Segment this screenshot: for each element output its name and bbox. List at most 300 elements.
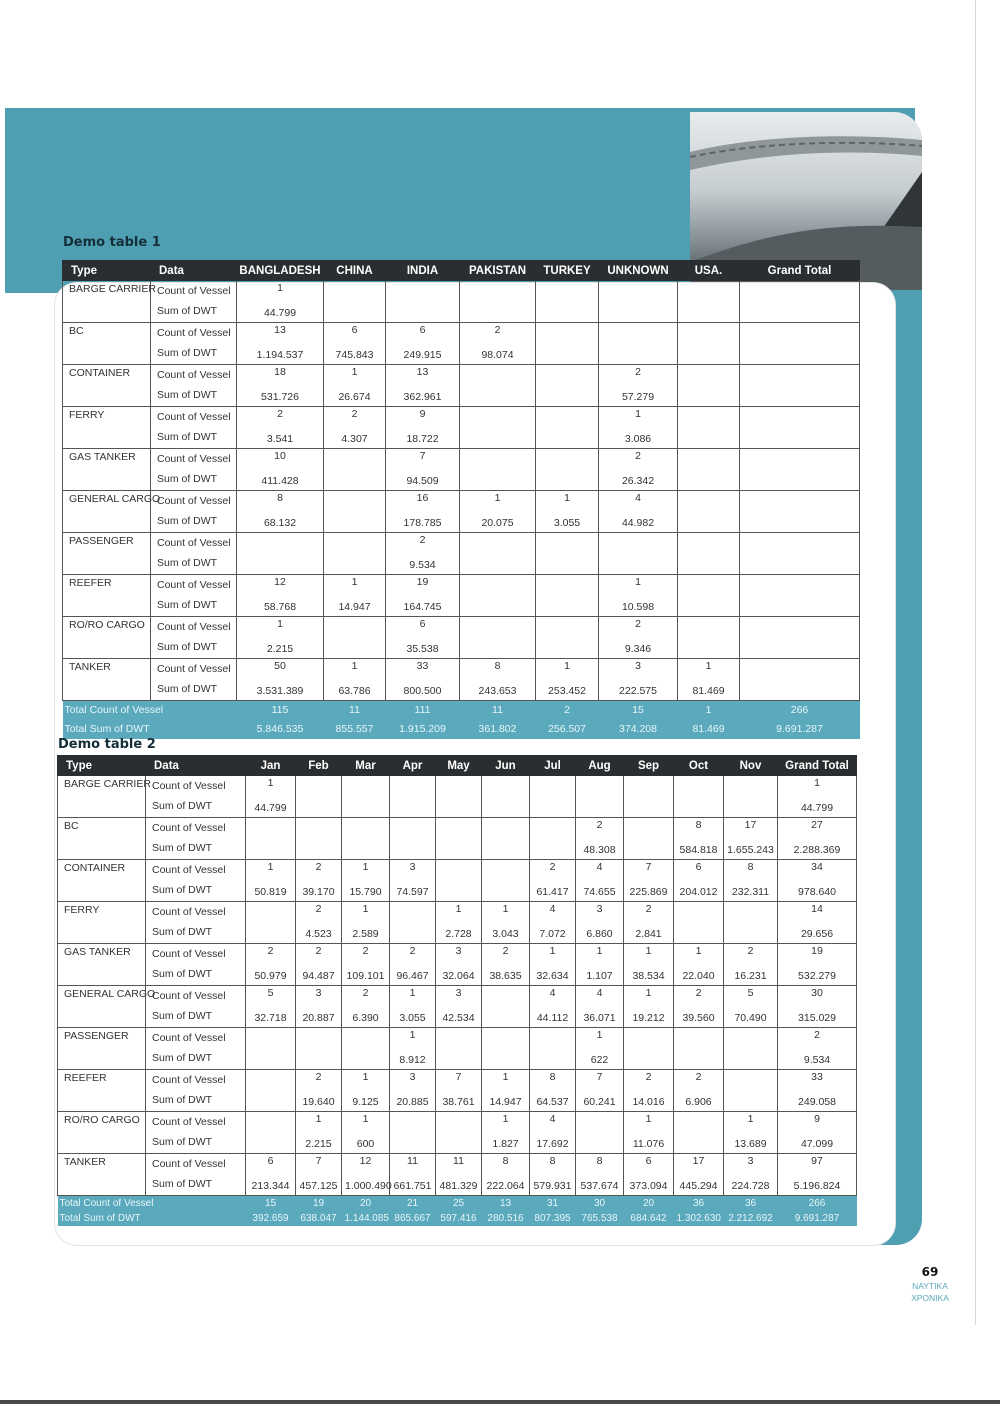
count-cell: 3 xyxy=(436,986,482,1007)
count-cell xyxy=(390,1112,436,1133)
count-cell: 1 xyxy=(296,1112,342,1133)
count-cell xyxy=(460,575,536,596)
dwt-cell xyxy=(324,553,386,575)
dwt-cell: 253.452 xyxy=(536,679,599,701)
table1-body xyxy=(63,281,860,740)
dwt-cell: 94.509 xyxy=(386,469,460,491)
dwt-cell: 579.931 xyxy=(530,1174,576,1196)
count-cell: 2 xyxy=(724,944,778,965)
count-cell xyxy=(530,818,576,839)
dwt-cell xyxy=(460,595,536,617)
count-cell: 10 xyxy=(237,449,324,470)
count-cell xyxy=(576,1112,624,1133)
vessel-type: PASSENGER xyxy=(63,533,151,575)
dwt-cell xyxy=(536,553,599,575)
total-value: 21 xyxy=(390,1196,436,1212)
count-cell: 2 xyxy=(599,449,678,470)
vessel-type: TANKER xyxy=(58,1154,146,1196)
dwt-cell xyxy=(482,1006,530,1028)
count-label: Count of Vessel xyxy=(146,776,246,797)
dwt-label: Sum of DWT xyxy=(146,1132,246,1154)
dwt-cell xyxy=(678,427,740,449)
dwt-cell xyxy=(246,1132,296,1154)
column-header: CHINA xyxy=(324,261,386,281)
count-cell: 2 xyxy=(530,860,576,881)
dwt-cell xyxy=(324,511,386,533)
count-cell xyxy=(624,818,674,839)
total-value: 374.208 xyxy=(599,720,678,739)
total-dwt-row xyxy=(58,1211,857,1226)
table-row xyxy=(58,922,857,944)
table2-header xyxy=(58,756,857,776)
grand-total-count: 97 xyxy=(778,1154,857,1175)
count-cell: 2 xyxy=(599,365,678,386)
bottom-bar xyxy=(0,1400,1000,1404)
dwt-cell: 457.125 xyxy=(296,1174,342,1196)
dwt-cell xyxy=(324,469,386,491)
table-row xyxy=(58,796,857,818)
count-label: Count of Vessel xyxy=(151,365,237,386)
count-cell xyxy=(482,776,530,797)
dwt-cell xyxy=(460,301,536,323)
count-cell xyxy=(674,776,724,797)
count-cell: 2 xyxy=(296,944,342,965)
grand-total-dwt: 315.029 xyxy=(778,1006,857,1028)
dwt-cell: 70.490 xyxy=(724,1006,778,1028)
column-header: Mar xyxy=(342,756,390,776)
count-cell: 8 xyxy=(482,1154,530,1175)
count-cell xyxy=(460,617,536,638)
dwt-cell xyxy=(576,796,624,818)
count-cell xyxy=(246,818,296,839)
total-label: Total Sum of DWT xyxy=(63,720,237,739)
dwt-label: Sum of DWT xyxy=(146,1174,246,1196)
count-cell: 2 xyxy=(296,1070,342,1091)
count-cell xyxy=(324,533,386,554)
count-cell: 1 xyxy=(536,491,599,512)
count-cell: 4 xyxy=(530,1112,576,1133)
dwt-cell xyxy=(342,838,390,860)
grand-total-dwt: 532.279 xyxy=(778,964,857,986)
count-cell xyxy=(678,449,740,470)
total-value: 807.395 xyxy=(530,1211,576,1226)
table1-header xyxy=(63,261,860,281)
count-cell: 3 xyxy=(390,1070,436,1091)
table-row xyxy=(58,1132,857,1154)
dwt-cell: 222.575 xyxy=(599,679,678,701)
dwt-cell xyxy=(530,838,576,860)
total-value: 597.416 xyxy=(436,1211,482,1226)
table2-heading: Demo table 2 xyxy=(58,737,156,752)
total-grand: 266 xyxy=(740,701,860,721)
count-cell: 6 xyxy=(386,617,460,638)
dwt-cell xyxy=(460,553,536,575)
column-header: Nov xyxy=(724,756,778,776)
dwt-cell: 411.428 xyxy=(237,469,324,491)
total-value: 1.302.630 xyxy=(674,1211,724,1226)
count-cell: 33 xyxy=(386,659,460,680)
count-cell xyxy=(678,407,740,428)
count-cell xyxy=(436,818,482,839)
dwt-cell xyxy=(724,796,778,818)
count-cell: 1 xyxy=(460,491,536,512)
count-cell: 5 xyxy=(724,986,778,1007)
dwt-cell: 584.818 xyxy=(674,838,724,860)
count-cell: 2 xyxy=(624,1070,674,1091)
dwt-cell xyxy=(674,1048,724,1070)
count-cell xyxy=(390,902,436,923)
count-cell: 4 xyxy=(530,986,576,1007)
count-cell: 1 xyxy=(482,902,530,923)
count-cell: 3 xyxy=(296,986,342,1007)
dwt-cell xyxy=(390,1132,436,1154)
count-cell xyxy=(246,902,296,923)
count-cell: 1 xyxy=(342,902,390,923)
dwt-cell: 63.786 xyxy=(324,679,386,701)
dwt-cell xyxy=(246,1048,296,1070)
vessel-type: REEFER xyxy=(58,1070,146,1112)
total-grand: 266 xyxy=(778,1196,857,1212)
column-header: Apr xyxy=(390,756,436,776)
count-cell xyxy=(740,659,860,680)
count-cell: 8 xyxy=(530,1070,576,1091)
total-value: 31 xyxy=(530,1196,576,1212)
count-cell: 1 xyxy=(237,281,324,302)
total-value: 2 xyxy=(536,701,599,721)
count-cell xyxy=(678,365,740,386)
dwt-cell xyxy=(237,553,324,575)
column-header: Type xyxy=(58,756,146,776)
count-cell: 7 xyxy=(436,1070,482,1091)
total-value: 15 xyxy=(246,1196,296,1212)
count-cell xyxy=(724,1070,778,1091)
count-cell xyxy=(678,575,740,596)
total-value: 361.802 xyxy=(460,720,536,739)
column-header: Jun xyxy=(482,756,530,776)
dwt-cell xyxy=(536,343,599,365)
column-header: Oct xyxy=(674,756,724,776)
dwt-cell xyxy=(460,427,536,449)
dwt-cell: 2.841 xyxy=(624,922,674,944)
rope-shape xyxy=(690,136,922,170)
demo-table-2 xyxy=(57,755,857,1226)
dwt-cell: 58.768 xyxy=(237,595,324,617)
dwt-cell xyxy=(740,595,860,617)
dwt-cell: 10.598 xyxy=(599,595,678,617)
column-header: PAKISTAN xyxy=(460,261,536,281)
count-cell: 2 xyxy=(324,407,386,428)
dwt-cell: 38.761 xyxy=(436,1090,482,1112)
dwt-cell xyxy=(436,838,482,860)
count-cell xyxy=(740,575,860,596)
total-value: 765.538 xyxy=(576,1211,624,1226)
count-cell xyxy=(536,365,599,386)
total-value: 115 xyxy=(237,701,324,721)
dwt-cell xyxy=(599,343,678,365)
table-row xyxy=(63,575,860,596)
dwt-label: Sum of DWT xyxy=(151,511,237,533)
dwt-cell: 50.819 xyxy=(246,880,296,902)
vessel-type: REEFER xyxy=(63,575,151,617)
dwt-cell xyxy=(482,796,530,818)
dwt-cell: 50.979 xyxy=(246,964,296,986)
dwt-cell xyxy=(436,1048,482,1070)
count-cell: 1 xyxy=(599,407,678,428)
dwt-cell: 14.016 xyxy=(624,1090,674,1112)
total-value: 36 xyxy=(724,1196,778,1212)
dwt-cell xyxy=(530,1048,576,1070)
count-cell xyxy=(530,1028,576,1049)
table-row xyxy=(58,880,857,902)
dwt-cell: 164.745 xyxy=(386,595,460,617)
table-row xyxy=(58,1174,857,1196)
count-cell xyxy=(296,776,342,797)
grand-total-count: 2 xyxy=(778,1028,857,1049)
count-cell: 1 xyxy=(576,1028,624,1049)
count-cell xyxy=(674,902,724,923)
total-value: 1.915.209 xyxy=(386,720,460,739)
table-row xyxy=(58,1028,857,1049)
count-cell xyxy=(536,533,599,554)
count-cell xyxy=(296,818,342,839)
count-cell xyxy=(536,323,599,344)
dwt-cell: 213.344 xyxy=(246,1174,296,1196)
dwt-cell xyxy=(536,469,599,491)
count-cell: 1 xyxy=(724,1112,778,1133)
count-cell: 1 xyxy=(342,1070,390,1091)
demo-table-1 xyxy=(62,260,860,739)
count-cell xyxy=(342,818,390,839)
table-row xyxy=(58,964,857,986)
count-cell: 8 xyxy=(674,818,724,839)
count-cell: 13 xyxy=(386,365,460,386)
count-cell: 2 xyxy=(576,818,624,839)
count-cell xyxy=(460,533,536,554)
count-cell: 7 xyxy=(296,1154,342,1175)
count-cell xyxy=(678,533,740,554)
dwt-cell xyxy=(724,922,778,944)
grand-total-dwt: 249.058 xyxy=(778,1090,857,1112)
dwt-cell: 6.390 xyxy=(342,1006,390,1028)
dwt-cell: 481.329 xyxy=(436,1174,482,1196)
dwt-cell xyxy=(678,637,740,659)
grand-total-count: 27 xyxy=(778,818,857,839)
count-label: Count of Vessel xyxy=(151,281,237,302)
count-cell: 4 xyxy=(576,986,624,1007)
total-value: 280.516 xyxy=(482,1211,530,1226)
count-cell xyxy=(482,986,530,1007)
dwt-cell: 3.541 xyxy=(237,427,324,449)
vessel-type: BC xyxy=(63,323,151,365)
count-cell: 2 xyxy=(599,617,678,638)
table-row xyxy=(58,986,857,1007)
column-header: Feb xyxy=(296,756,342,776)
count-label: Count of Vessel xyxy=(146,1112,246,1133)
count-cell xyxy=(674,1028,724,1049)
vessel-type: BARGE CARRIER xyxy=(63,281,151,323)
grand-total-dwt: 47.099 xyxy=(778,1132,857,1154)
column-header: INDIA xyxy=(386,261,460,281)
grand-total-count: 30 xyxy=(778,986,857,1007)
dwt-cell: 74.655 xyxy=(576,880,624,902)
count-cell: 1 xyxy=(324,659,386,680)
table-row xyxy=(63,595,860,617)
count-cell: 2 xyxy=(296,902,342,923)
count-cell xyxy=(740,281,860,302)
table-row xyxy=(58,776,857,797)
total-value: 5.846.535 xyxy=(237,720,324,739)
dwt-cell xyxy=(678,301,740,323)
dwt-cell: 18.722 xyxy=(386,427,460,449)
count-cell: 4 xyxy=(599,491,678,512)
table-row xyxy=(63,427,860,449)
count-cell: 2 xyxy=(342,986,390,1007)
dwt-cell xyxy=(536,301,599,323)
dwt-cell xyxy=(246,838,296,860)
grand-total-dwt: 5.196.824 xyxy=(778,1174,857,1196)
grand-total-count: 33 xyxy=(778,1070,857,1091)
count-cell: 19 xyxy=(386,575,460,596)
count-cell: 2 xyxy=(674,1070,724,1091)
dwt-cell: 4.307 xyxy=(324,427,386,449)
dwt-cell: 8.912 xyxy=(390,1048,436,1070)
dwt-cell xyxy=(296,796,342,818)
dwt-cell: 22.040 xyxy=(674,964,724,986)
grand-total-count: 34 xyxy=(778,860,857,881)
table-row xyxy=(58,1090,857,1112)
total-count-row xyxy=(58,1196,857,1212)
count-cell: 8 xyxy=(576,1154,624,1175)
total-value: 865.667 xyxy=(390,1211,436,1226)
page-edge xyxy=(975,0,976,1325)
dwt-cell: 178.785 xyxy=(386,511,460,533)
count-cell: 1 xyxy=(624,986,674,1007)
total-value: 36 xyxy=(674,1196,724,1212)
column-header: Sep xyxy=(624,756,674,776)
dwt-cell xyxy=(482,880,530,902)
dwt-cell xyxy=(536,637,599,659)
table-row xyxy=(58,860,857,881)
dwt-cell: 26.674 xyxy=(324,385,386,407)
dwt-cell xyxy=(624,1048,674,1070)
column-header: May xyxy=(436,756,482,776)
total-count-row xyxy=(63,701,860,721)
column-header: Type xyxy=(63,261,151,281)
count-cell: 1 xyxy=(674,944,724,965)
grand-total-dwt: 978.640 xyxy=(778,880,857,902)
table-row xyxy=(58,1112,857,1133)
total-value: 1.144.085 xyxy=(342,1211,390,1226)
count-cell: 2 xyxy=(624,902,674,923)
count-cell xyxy=(674,1112,724,1133)
count-cell: 1 xyxy=(624,944,674,965)
dwt-cell: 224.728 xyxy=(724,1174,778,1196)
dwt-cell: 2.589 xyxy=(342,922,390,944)
vessel-type: CONTAINER xyxy=(58,860,146,902)
count-cell xyxy=(678,323,740,344)
count-label: Count of Vessel xyxy=(146,1028,246,1049)
count-cell xyxy=(386,281,460,302)
count-cell xyxy=(740,491,860,512)
grand-total-count: 14 xyxy=(778,902,857,923)
table-row xyxy=(58,1006,857,1028)
dwt-cell: 222.064 xyxy=(482,1174,530,1196)
dwt-cell: 445.294 xyxy=(674,1174,724,1196)
dwt-cell xyxy=(460,637,536,659)
total-value: 684.642 xyxy=(624,1211,674,1226)
dwt-cell: 81.469 xyxy=(678,679,740,701)
count-cell: 2 xyxy=(386,533,460,554)
count-cell: 8 xyxy=(237,491,324,512)
dwt-cell: 74.597 xyxy=(390,880,436,902)
column-header: Data xyxy=(151,261,237,281)
grand-total-count: 9 xyxy=(778,1112,857,1133)
dwt-label: Sum of DWT xyxy=(151,343,237,365)
dwt-cell xyxy=(342,796,390,818)
total-dwt-row xyxy=(63,720,860,739)
count-cell: 5 xyxy=(246,986,296,1007)
table-row xyxy=(58,838,857,860)
dwt-cell xyxy=(740,427,860,449)
count-cell: 11 xyxy=(436,1154,482,1175)
table-row xyxy=(63,407,860,428)
column-header: TURKEY xyxy=(536,261,599,281)
dwt-cell xyxy=(740,343,860,365)
dwt-cell: 61.417 xyxy=(530,880,576,902)
grand-total-count: 1 xyxy=(778,776,857,797)
count-cell: 2 xyxy=(246,944,296,965)
dwt-label: Sum of DWT xyxy=(151,301,237,323)
dwt-cell xyxy=(599,301,678,323)
dwt-cell: 661.751 xyxy=(390,1174,436,1196)
count-cell: 1 xyxy=(576,944,624,965)
count-cell: 3 xyxy=(576,902,624,923)
dwt-cell xyxy=(678,343,740,365)
count-cell xyxy=(324,491,386,512)
table-row xyxy=(63,449,860,470)
dwt-cell: 44.982 xyxy=(599,511,678,533)
total-value: 638.047 xyxy=(296,1211,342,1226)
table-row xyxy=(58,1048,857,1070)
count-cell: 9 xyxy=(386,407,460,428)
total-value: 81.469 xyxy=(678,720,740,739)
dwt-cell xyxy=(599,553,678,575)
dwt-cell: 600 xyxy=(342,1132,390,1154)
count-label: Count of Vessel xyxy=(151,533,237,554)
dwt-cell xyxy=(674,922,724,944)
count-label: Count of Vessel xyxy=(151,407,237,428)
table-row xyxy=(63,281,860,302)
dwt-cell xyxy=(390,922,436,944)
dwt-cell xyxy=(324,637,386,659)
dwt-cell: 16.231 xyxy=(724,964,778,986)
dwt-cell: 36.071 xyxy=(576,1006,624,1028)
dwt-cell xyxy=(324,301,386,323)
dwt-cell: 44.799 xyxy=(246,796,296,818)
dwt-cell: 35.538 xyxy=(386,637,460,659)
magazine-name-line2: XPONIKA xyxy=(911,1293,949,1303)
dwt-label: Sum of DWT xyxy=(146,922,246,944)
count-label: Count of Vessel xyxy=(146,1154,246,1175)
vessel-type: BC xyxy=(58,818,146,860)
table-row xyxy=(63,617,860,638)
dwt-cell xyxy=(460,385,536,407)
vessel-type: FERRY xyxy=(63,407,151,449)
count-cell: 1 xyxy=(324,365,386,386)
dwt-label: Sum of DWT xyxy=(151,637,237,659)
total-value: 30 xyxy=(576,1196,624,1212)
count-cell: 16 xyxy=(386,491,460,512)
